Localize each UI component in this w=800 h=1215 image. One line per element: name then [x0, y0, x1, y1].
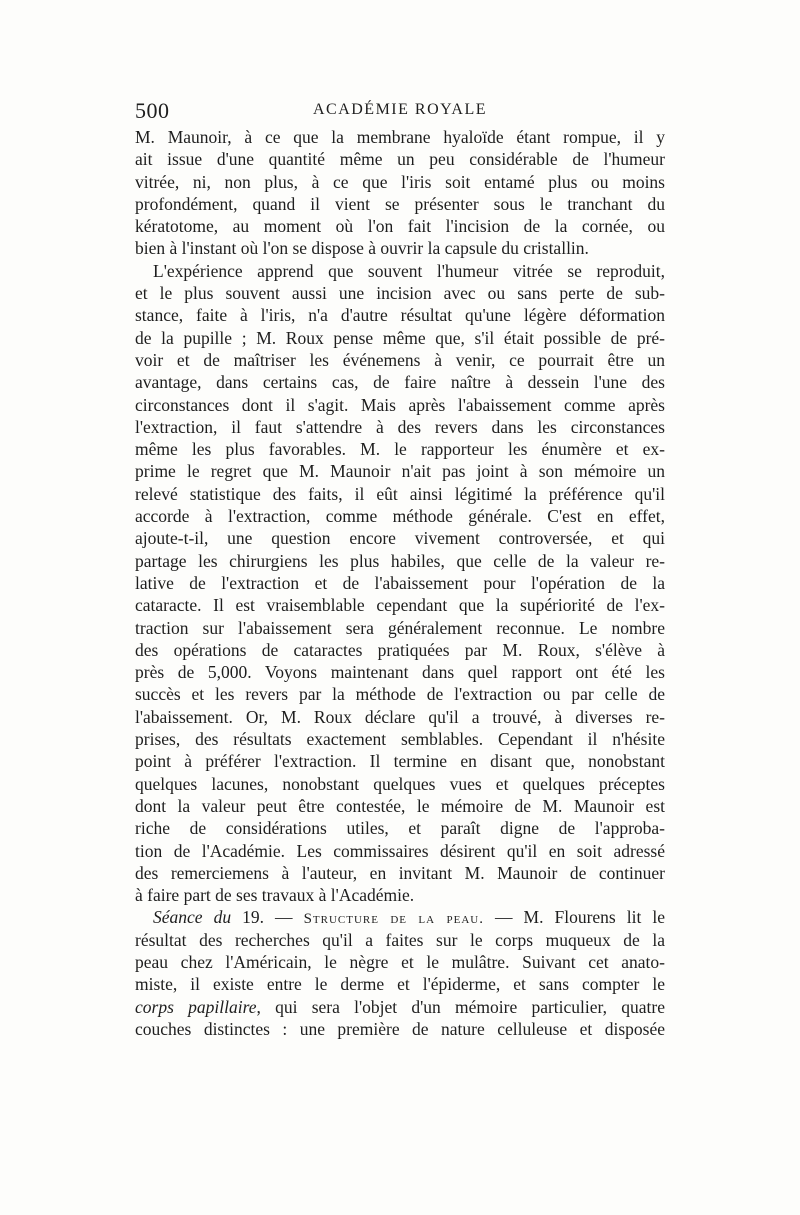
seance-label: Séance du — [153, 907, 232, 928]
text-line: et le plus souvent aussi une incision avec ou sans perte de sub- — [135, 283, 665, 304]
text-line: voir et de maîtriser les événemens à venir, ce pourrait être un — [135, 349, 665, 370]
text-line: stance, faite à l'iris, n'a d'autre résultat qu'une légère déformation — [135, 305, 665, 326]
text-line: miste, il existe entre le derme et l'épiderme, et sans compter le — [135, 974, 665, 995]
text-line: même les plus favorables. M. le rapporteur les énumère et ex- — [135, 439, 665, 460]
page-number: 500 — [135, 98, 170, 123]
text-line: peau chez l'Américain, le nègre et le mulâtre. Suivant cet anato- — [135, 951, 665, 972]
text-line: riche de considérations utiles, et paraît digne de l'approba- — [135, 818, 665, 839]
page-header — [135, 98, 665, 122]
text-line: bien à l'instant où l'on se dispose à ouvrir la capsule du cristallin. — [135, 238, 589, 259]
corps-papillaire-term: corps papillaire — [135, 996, 257, 1017]
seance-text: — M. Flourens lit le — [483, 907, 665, 928]
text-line: prime le regret que M. Maunoir n'ait pas joint à son mémoire un — [135, 461, 665, 482]
text-line: dont la valeur peut être contestée, le mémoire de M. Maunoir est — [135, 795, 665, 816]
text-line: près de 5,000. Voyons maintenant dans quel rapport ont été les — [135, 662, 665, 683]
text-line: L'expérience apprend que souvent l'humeur vitrée se reproduit, — [153, 260, 665, 281]
text-line: l'abaissement. Or, M. Roux déclare qu'il a trouvé, à diverses re- — [135, 706, 665, 727]
section-heading: Structure de la peau. — [303, 911, 484, 928]
text-line: quelques lacunes, nonobstant quelques vues et quelques préceptes — [135, 773, 665, 794]
corps-papillaire-line — [135, 996, 665, 1018]
body-text — [135, 126, 665, 1040]
text-line: M. Maunoir, à ce que la membrane hyaloïde étant rompue, il y — [135, 127, 665, 147]
text-line: point à préférer l'extraction. Il termine en disant que, nonobstant — [135, 751, 665, 772]
text-line: ait issue d'une quantité même un peu considérable de l'humeur — [135, 149, 665, 170]
text-line: profondément, quand il vient se présenter sous le tranchant du — [135, 193, 665, 214]
text-line: lative de l'extraction et de l'abaissement pour l'opération de la — [135, 572, 665, 593]
text-line: ajoute-t-il, une question encore vivement controversée, et qui — [135, 528, 665, 549]
text-line: l'extraction, il faut s'attendre à des revers dans les circonstances — [135, 416, 665, 437]
text-line: couches distinctes : une première de nature celluleuse et disposée — [135, 1018, 665, 1039]
text-line: succès et les revers par la méthode de l'extraction ou par celle de — [135, 684, 665, 705]
text-line: des opérations de cataractes pratiquées par M. Roux, s'élève à — [135, 639, 665, 660]
seance-heading-line — [135, 906, 665, 928]
text-line: kératotome, au moment où l'on fait l'incision de la cornée, ou — [135, 216, 665, 237]
running-head: ACADÉMIE ROYALE — [312, 101, 488, 118]
seance-day: 19. — — [231, 907, 304, 928]
text-line: traction sur l'abaissement sera généralement reconnue. Le nombre — [135, 617, 665, 638]
text-line: résultat des recherches qu'il a faites sur le corps muqueux de la — [135, 929, 665, 950]
text-line: vitrée, ni, non plus, à ce que l'iris soit entamé plus ou moins — [135, 171, 665, 192]
text-line: avantage, dans certains cas, de faire naître à dessein l'une des — [135, 372, 665, 393]
text-line: de la pupille ; M. Roux pense même que, s'il était possible de pré- — [135, 327, 665, 348]
text-line: relevé statistique des faits, il eût ainsi légitimé la préférence qu'il — [135, 483, 665, 504]
text-line: prises, des résultats exactement semblables. Cependant il n'hésite — [135, 729, 665, 750]
text-line: circonstances dont il s'agit. Mais après l'abaissement comme après — [135, 394, 665, 415]
text-line: cataracte. Il est vraisemblable cependant que la supériorité de l'ex- — [135, 595, 665, 616]
text-line: partage les chirurgiens les plus habiles, que celle de la valeur re- — [135, 550, 665, 571]
text-line: tion de l'Académie. Les commissaires désirent qu'il en soit adressé — [135, 840, 665, 861]
text-line: accorde à l'extraction, comme méthode générale. C'est en effet, — [135, 506, 665, 527]
text-line: à faire part de ses travaux à l'Académie. — [135, 885, 415, 906]
corps-line-text: , qui sera l'objet d'un mémoire particulier, quatre — [256, 996, 665, 1017]
text-line: des remerciemens à l'auteur, en invitant M. Maunoir de continuer — [135, 862, 665, 883]
